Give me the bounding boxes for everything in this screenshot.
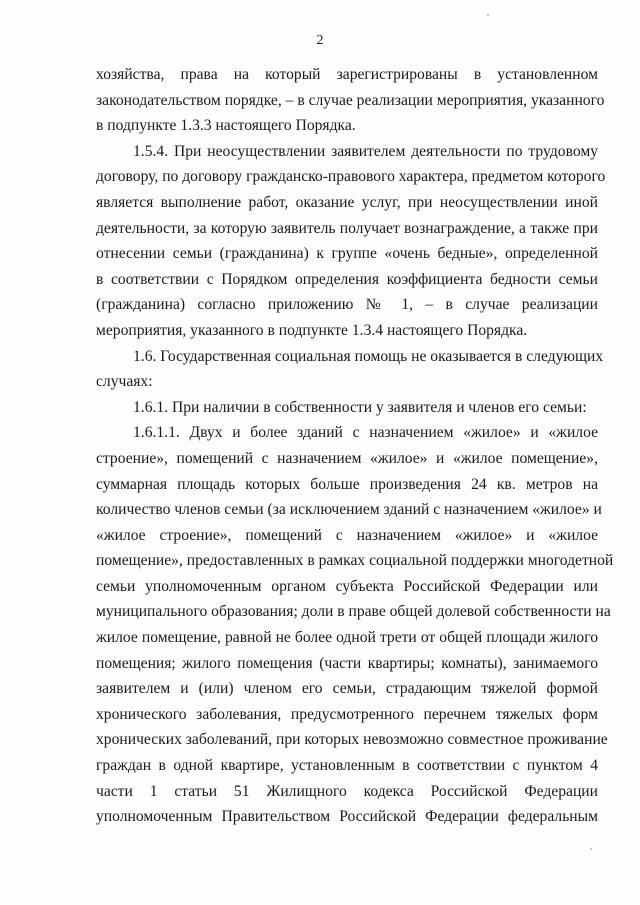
text-line: в соответствии с Порядком определения коэффициента бедности семьи xyxy=(96,270,598,288)
scan-speck xyxy=(487,14,489,16)
text-line: случаях: xyxy=(96,373,153,391)
text-line: уполномоченным Правительством Российской Федерации федеральным xyxy=(96,808,598,826)
text-line: законодательством порядке, – в случае реализации мероприятия, указанного xyxy=(96,91,605,109)
text-line: 1.6.1.1. Двух и более зданий с назначением «жилое» и «жилое xyxy=(133,424,598,442)
text-line: «жилое строение», помещений с назначением «жилое» и «жилое xyxy=(96,526,598,544)
text-line: мероприятия, указанного в подпункте 1.3.4 настоящего Порядка. xyxy=(96,321,528,339)
document-body xyxy=(96,62,614,830)
text-line: семьи уполномоченным органом субъекта Российской Федерации или xyxy=(96,577,598,595)
text-line: 1.6. Государственная социальная помощь не оказывается в следующих xyxy=(133,347,604,365)
text-line: жилое помещение, равной не более одной трети от общей площади жилого xyxy=(96,629,598,647)
text-line: суммарная площадь которых больше произведения 24 кв. метров на xyxy=(96,475,598,493)
text-line: отнесении семьи (гражданина) к группе «очень бедные», определенной xyxy=(96,245,598,263)
text-line: строение», помещений с назначением «жилое» и «жилое помещение», xyxy=(96,449,598,467)
scan-speck xyxy=(590,848,592,850)
text-line: количество членов семьи (за исключением зданий с назначением «жилое» и xyxy=(96,501,602,519)
text-line: 1.6.1. При наличии в собственности у заявителя и членов его семьи: xyxy=(133,398,587,416)
text-line: помещения; жилого помещения (части квартиры; комнаты), занимаемого xyxy=(96,654,598,672)
text-line: хронического заболевания, предусмотренного перечнем тяжелых форм xyxy=(96,705,598,723)
text-line: хронических заболеваний, при которых невозможно совместное проживание xyxy=(96,731,608,749)
text-line: граждан в одной квартире, установленным в соответствии с пунктом 4 xyxy=(96,757,598,775)
text-line: заявителем и (или) членом его семьи, страдающим тяжелой формой xyxy=(96,680,598,698)
text-line: муниципального образования; доли в праве общей долевой собственности на xyxy=(96,603,611,621)
text-line: является выполнение работ, оказание услуг, при неосуществлении иной xyxy=(96,193,598,211)
text-line: части 1 статьи 51 Жилищного кодекса Российской Федерации xyxy=(96,782,598,800)
page-number: 2 xyxy=(316,33,324,48)
text-line: деятельности, за которую заявитель получает вознаграждение, а также при xyxy=(96,219,598,237)
text-line: договору, по договору гражданско-правового характера, предметом которого xyxy=(96,168,606,186)
text-line: помещение», предоставленных в рамках социальной поддержки многодетной xyxy=(96,552,614,570)
text-line: (гражданина) согласно приложению № 1, – в случае реализации xyxy=(96,296,598,314)
text-line: в подпункте 1.3.3 настоящего Порядка. xyxy=(96,117,356,135)
text-line: 1.5.4. При неосуществлении заявителем деятельности по трудовому xyxy=(133,142,598,160)
text-line: хозяйства, права на который зарегистрированы в установленном xyxy=(96,66,598,83)
